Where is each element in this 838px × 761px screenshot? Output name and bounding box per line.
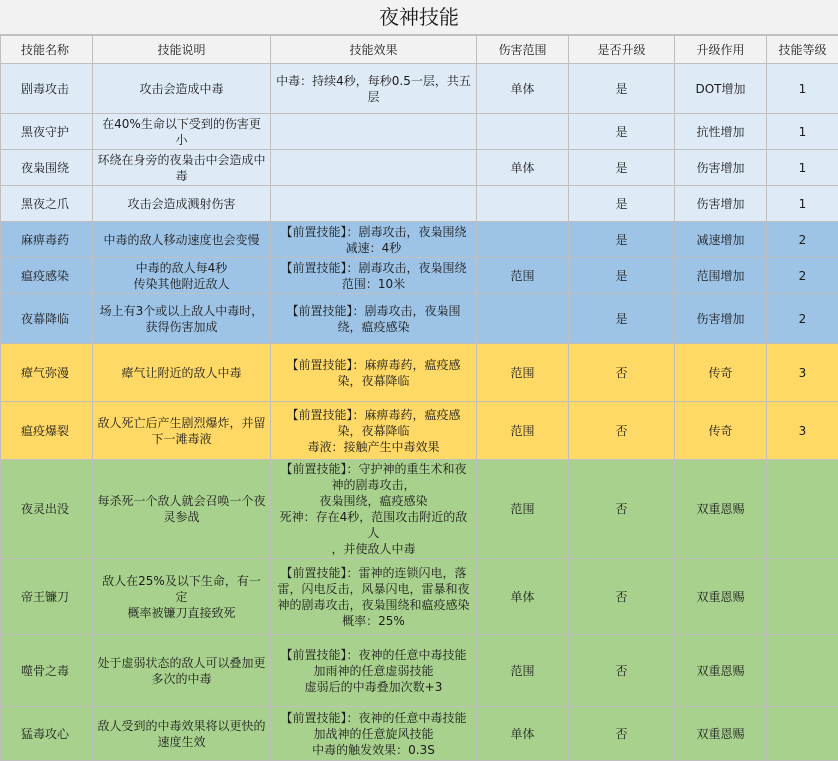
cell-skill-name: 黑夜守护 (1, 114, 93, 150)
effect-line: 毒液：接触产生中毒效果 (275, 439, 472, 455)
cell-skill-level: 1 (767, 186, 838, 222)
cell-skill-level (767, 707, 838, 761)
effect-line: 范围：10米 (275, 276, 472, 292)
cell-skill-desc: 中毒的敌人移动速度也会变慢 (93, 222, 271, 258)
cell-skill-level (767, 635, 838, 707)
cell-upgrade-effect: 传奇 (675, 344, 767, 402)
cell-upgrade-effect: DOT增加 (675, 64, 767, 114)
cell-upgradable: 否 (569, 707, 675, 761)
cell-damage-range (477, 114, 569, 150)
effect-line: 【前置技能】：守护神的重生术和夜 (275, 461, 472, 477)
cell-skill-level: 2 (767, 294, 838, 344)
skills-table (0, 35, 838, 761)
cell-skill-desc: 处于虚弱状态的敌人可以叠加更 多次的中毒 (93, 635, 271, 707)
cell-damage-range: 单体 (477, 559, 569, 635)
cell-skill-effect (271, 707, 477, 761)
cell-damage-range: 范围 (477, 635, 569, 707)
cell-skill-name: 剧毒攻击 (1, 64, 93, 114)
cell-skill-name: 帝王镰刀 (1, 559, 93, 635)
effect-line: 加战神的任意旋风技能 (275, 726, 472, 742)
effect-line: 雷，闪电反击，风暴闪电，雷暴和夜 (275, 581, 472, 597)
cell-skill-effect (271, 635, 477, 707)
header-skill-desc: 技能说明 (93, 36, 271, 64)
cell-skill-effect (271, 258, 477, 294)
cell-skill-name: 夜枭围绕 (1, 150, 93, 186)
header-damage-range: 伤害范围 (477, 36, 569, 64)
table-row (1, 150, 838, 186)
cell-skill-effect (271, 114, 477, 150)
cell-upgradable: 否 (569, 344, 675, 402)
table-row (1, 707, 838, 761)
table-row (1, 64, 838, 114)
header-skill-name: 技能名称 (1, 36, 93, 64)
effect-line: 【前置技能】：麻痹毒药，瘟疫感 (275, 407, 472, 423)
table-row (1, 460, 838, 559)
table-row (1, 186, 838, 222)
cell-upgradable: 是 (569, 114, 675, 150)
effect-line: 【前置技能】：夜神的任意中毒技能 (275, 710, 472, 726)
cell-upgrade-effect: 伤害增加 (675, 186, 767, 222)
cell-skill-level: 1 (767, 64, 838, 114)
table-row (1, 402, 838, 460)
cell-upgrade-effect: 减速增加 (675, 222, 767, 258)
effect-line: 染，夜幕降临 (275, 423, 472, 439)
cell-upgrade-effect: 传奇 (675, 402, 767, 460)
cell-skill-name: 夜幕降临 (1, 294, 93, 344)
cell-damage-range: 单体 (477, 64, 569, 114)
cell-skill-effect (271, 150, 477, 186)
cell-skill-name: 瘟疫爆裂 (1, 402, 93, 460)
table-row (1, 222, 838, 258)
effect-line: 层 (275, 89, 472, 105)
effect-line: 虚弱后的中毒叠加次数+3 (275, 679, 472, 695)
cell-damage-range (477, 294, 569, 344)
cell-skill-effect (271, 559, 477, 635)
cell-skill-desc: 攻击会造成中毒 (93, 64, 271, 114)
cell-upgrade-effect: 伤害增加 (675, 294, 767, 344)
cell-skill-effect (271, 460, 477, 559)
cell-skill-name: 瘴气弥漫 (1, 344, 93, 402)
effect-line: 【前置技能】：剧毒攻击，夜枭围绕 (275, 260, 472, 276)
cell-skill-name: 猛毒攻心 (1, 707, 93, 761)
cell-skill-level: 1 (767, 114, 838, 150)
cell-upgradable: 否 (569, 402, 675, 460)
cell-skill-level: 3 (767, 344, 838, 402)
table-row (1, 258, 838, 294)
cell-damage-range: 单体 (477, 150, 569, 186)
effect-line: 绕，瘟疫感染 (275, 319, 472, 335)
cell-upgrade-effect: 双重恩赐 (675, 460, 767, 559)
cell-skill-level: 1 (767, 150, 838, 186)
cell-upgrade-effect: 双重恩赐 (675, 559, 767, 635)
effect-line: 【前置技能】：剧毒攻击，夜枭围 (275, 303, 472, 319)
cell-upgradable: 是 (569, 186, 675, 222)
cell-upgradable: 否 (569, 635, 675, 707)
cell-skill-name: 黑夜之爪 (1, 186, 93, 222)
cell-damage-range: 单体 (477, 707, 569, 761)
cell-skill-level: 3 (767, 402, 838, 460)
cell-skill-effect (271, 64, 477, 114)
cell-skill-level (767, 559, 838, 635)
effect-line: 【前置技能】：夜神的任意中毒技能 (275, 647, 472, 663)
cell-skill-desc: 敌人受到的中毒效果将以更快的 速度生效 (93, 707, 271, 761)
effect-line: 染，夜幕降临 (275, 373, 472, 389)
cell-upgradable: 是 (569, 222, 675, 258)
cell-skill-effect (271, 294, 477, 344)
header-skill-effect: 技能效果 (271, 36, 477, 64)
cell-skill-desc: 敌人死亡后产生剧烈爆炸，并留 下一滩毒液 (93, 402, 271, 460)
cell-upgradable: 是 (569, 150, 675, 186)
cell-skill-name: 瘟疫感染 (1, 258, 93, 294)
cell-skill-desc: 在40%生命以下受到的伤害更小 (93, 114, 271, 150)
cell-upgradable: 是 (569, 64, 675, 114)
effect-line: 夜枭围绕，瘟疫感染 (275, 493, 472, 509)
cell-upgradable: 否 (569, 559, 675, 635)
cell-skill-desc: 中毒的敌人每4秒 传染其他附近敌人 (93, 258, 271, 294)
cell-skill-effect (271, 222, 477, 258)
effect-line: 【前置技能】：麻痹毒药，瘟疫感 (275, 357, 472, 373)
table-row (1, 559, 838, 635)
cell-skill-level: 2 (767, 258, 838, 294)
table-row (1, 635, 838, 707)
cell-upgrade-effect: 双重恩赐 (675, 635, 767, 707)
header-upgradable: 是否升级 (569, 36, 675, 64)
effect-line: 中毒的触发效果：0.3S (275, 742, 472, 758)
cell-upgrade-effect: 抗性增加 (675, 114, 767, 150)
cell-skill-effect (271, 344, 477, 402)
cell-skill-desc: 环绕在身旁的夜枭击中会造成中毒 (93, 150, 271, 186)
cell-skill-desc: 场上有3个或以上敌人中毒时， 获得伤害加成 (93, 294, 271, 344)
cell-skill-name: 麻痹毒药 (1, 222, 93, 258)
cell-skill-desc: 每杀死一个敌人就会召唤一个夜 灵参战 (93, 460, 271, 559)
header-upgrade-effect: 升级作用 (675, 36, 767, 64)
cell-skill-name: 夜灵出没 (1, 460, 93, 559)
table-header-row (1, 36, 838, 64)
cell-skill-effect (271, 402, 477, 460)
effect-line: 【前置技能】：雷神的连锁闪电，落 (275, 565, 472, 581)
header-skill-level: 技能等级 (767, 36, 838, 64)
cell-damage-range (477, 186, 569, 222)
effect-line: 神的剧毒攻击， (275, 477, 472, 493)
cell-damage-range: 范围 (477, 258, 569, 294)
effect-line: 神的剧毒攻击，夜枭围绕和瘟疫感染 (275, 597, 472, 613)
table-row (1, 344, 838, 402)
cell-skill-level: 2 (767, 222, 838, 258)
effect-line: 概率：25% (275, 613, 472, 629)
cell-damage-range: 范围 (477, 402, 569, 460)
cell-skill-level (767, 460, 838, 559)
cell-skill-desc: 敌人在25%及以下生命，有一定 概率被镰刀直接致死 (93, 559, 271, 635)
effect-line: ，并使敌人中毒 (275, 541, 472, 557)
cell-skill-desc: 攻击会造成溅射伤害 (93, 186, 271, 222)
effect-line: 减速：4秒 (275, 240, 472, 256)
cell-upgradable: 否 (569, 460, 675, 559)
cell-upgradable: 是 (569, 294, 675, 344)
cell-damage-range (477, 222, 569, 258)
cell-skill-effect (271, 186, 477, 222)
cell-upgrade-effect: 范围增加 (675, 258, 767, 294)
effect-line: 【前置技能】：剧毒攻击，夜枭围绕 (275, 224, 472, 240)
cell-damage-range: 范围 (477, 460, 569, 559)
cell-damage-range: 范围 (477, 344, 569, 402)
cell-upgrade-effect: 伤害增加 (675, 150, 767, 186)
effect-line: 中毒：持续4秒，每秒0.5一层，共五 (275, 73, 472, 89)
table-row (1, 294, 838, 344)
cell-skill-name: 噬骨之毒 (1, 635, 93, 707)
cell-upgrade-effect: 双重恩赐 (675, 707, 767, 761)
page-title: 夜神技能 (0, 0, 838, 35)
table-row (1, 114, 838, 150)
effect-line: 死神：存在4秒，范围攻击附近的敌人 (275, 509, 472, 541)
cell-upgradable: 是 (569, 258, 675, 294)
cell-skill-desc: 瘴气让附近的敌人中毒 (93, 344, 271, 402)
effect-line: 加雨神的任意虚弱技能 (275, 663, 472, 679)
